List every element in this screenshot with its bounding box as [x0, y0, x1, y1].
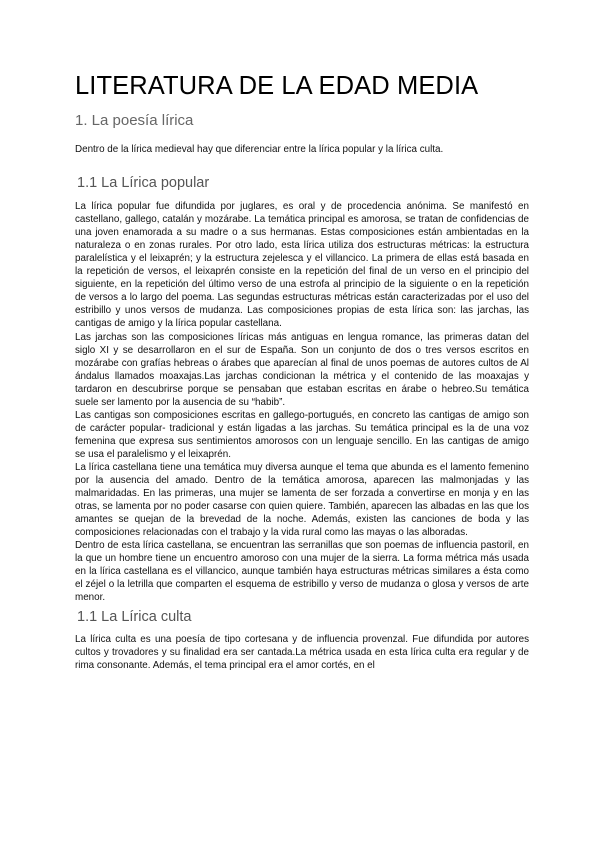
- paragraph-lirica-castellana: La lírica castellana tiene una temática muy diversa aunque el tema que abunda es el lamento femenino por la ausencia del amado. Dentro de la temática amorosa, aparecen las malmonjadas y las malmaridadas. En las primeras, una mujer se lamenta de ser forzada a convertirse en monja y en las otras, se lamenta por no poder casarse con quien quiere. También, aparecen las albadas en las que los amantes se quejan de la brevedad de la noche. Además, existen las canciones de boda y las composiciones relacionadas con el trabajo y la vida rural como las mayas o las alboradas.: [75, 461, 529, 539]
- paragraph-jarchas: Las jarchas son las composiciones líricas más antiguas en lengua romance, las primeras datan del siglo XI y se desarrollaron en el sur de España. Son un conjunto de dos o tres versos escritos en mozárabe con grafías hebreas o árabes que aparecían al final de unos poemas de autores cultos de Al ándalus llamados moaxajas.Las jarchas condicionan la métrica y el contenido de las moaxajas y tardaron en descubrirse porque se pensaban que estaban escritas en árabe o hebreo.Su temática suele ser lamento por la ausencia de su “habib”.: [75, 331, 529, 408]
- subsection-heading-lirica-culta: 1.1 La Lírica culta: [77, 608, 192, 625]
- subsection-heading-lirica-popular: 1.1 La Lírica popular: [77, 175, 210, 192]
- section-heading-poesia-lirica: 1. La poesía lírica: [75, 112, 194, 129]
- paragraph-lirica-culta: La lírica culta es una poesía de tipo cortesana y de influencia provenzal. Fue difundida por autores cultos y trovadores y su finalidad era ser cantada.La métrica usada en esta lírica culta era regular y de rima consonante. Además, el tema principal era el amor cortés, en el: [75, 633, 529, 671]
- document-title: LITERATURA DE LA EDAD MEDIA: [75, 72, 479, 100]
- paragraph-serranillas: Dentro de esta lírica castellana, se encuentran las serranillas que son poemas de influencia pastoril, en la que un hombre tiene un encuentro amoroso con una mujer de la sierra. La forma métrica más usada en la lírica castellana es el villancico, aunque también haya estructuras métricas similares a ésta como el zéjel o la letrilla que comparten el esquema de estribillo y verso de mudanza o glosa y versos de arte menor.: [75, 540, 529, 604]
- intro-paragraph: Dentro de la lírica medieval hay que diferenciar entre la lírica popular y la lírica culta.: [75, 144, 444, 155]
- document-body: [75, 70, 529, 672]
- paragraph-cantigas: Las cantigas son composiciones escritas en gallego-portugués, en concreto las cantigas de amigo son de carácter popular- tradicional y están ligadas a las jarchas. Su temática principal es la de una voz femenina que expresa sus sentimientos amorosos con un lenguaje sencillo. En las cantigas de amigo se usa el paralelismo y el leixaprén.: [75, 409, 529, 460]
- paragraph-lirica-popular: La lírica popular fue difundida por juglares, es oral y de procedencia anónima. Se manifestó en castellano, gallego, catalán y mozárabe. La temática principal es amorosa, se tratan de confidencias de una joven enamorada a su madre o a sus hermanas. Estas composiciones están ambientadas en la naturaleza o en zonas rurales. Por otro lado, esta lírica utiliza dos estructuras métricas: la estructura paralelística y el leixaprén; y la estructura zejelesca y el villancico. La primera de ellas está basada en la repetición de versos, el leixaprén consiste en la repetición del final de un verso en el principio del siguiente, en la repetición del último verso de una estrofa al principio de la siguiente o en la repetición de versos a lo largo del poema. Las segundas estructuras métricas están caracterizadas por el uso del estribillo y unos versos de mudanza. Las composiciones propias de esta lírica son: las jarchas, las cantigas de amigo y la lírica popular castellana.: [75, 201, 529, 330]
